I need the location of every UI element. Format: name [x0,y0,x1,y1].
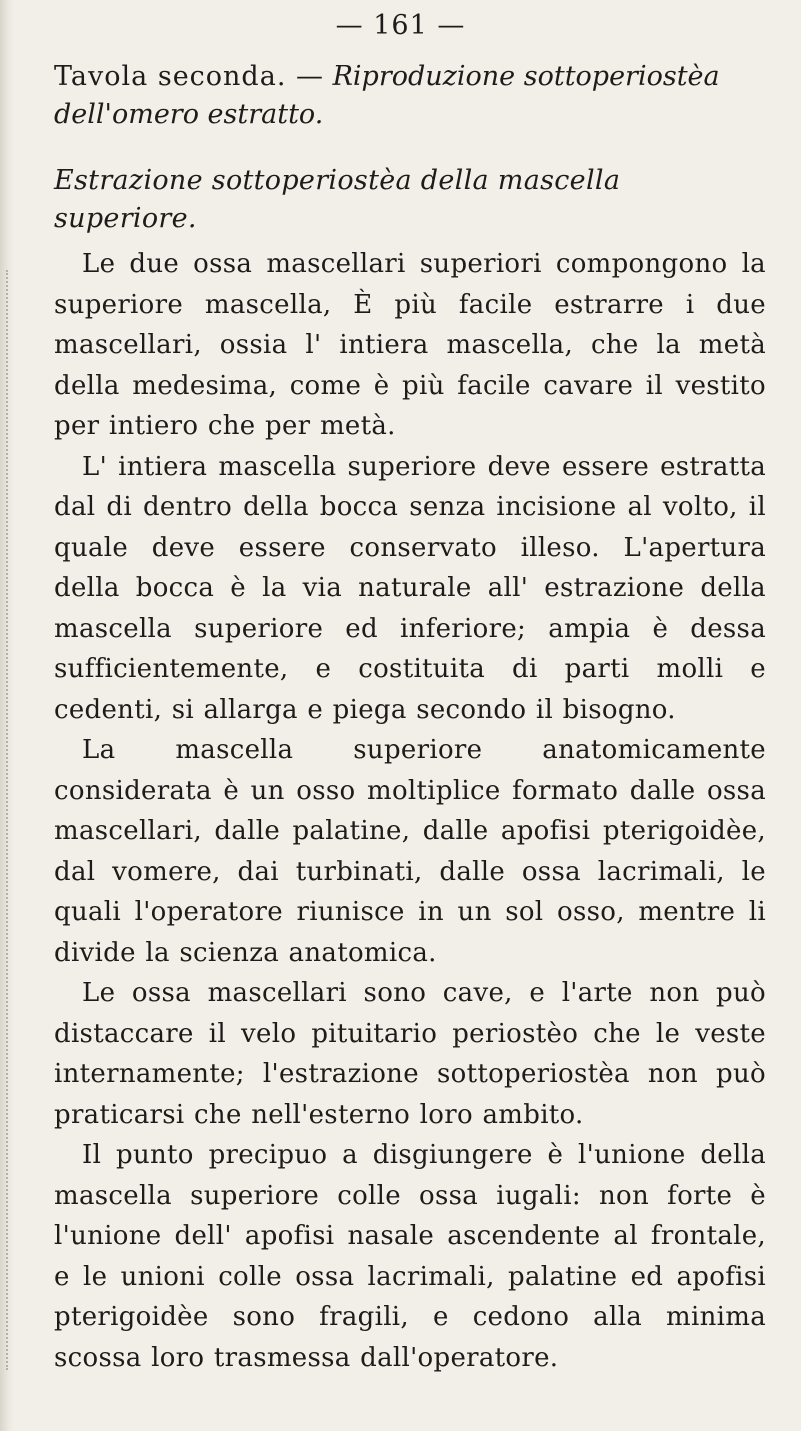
page-number: — 161 — [335,10,466,41]
paragraph: Le due ossa mascellari superiori compongono la superiore mascella, È più facile estrarre i due mascellari, ossia l' intiera mascella, che la metà della medesima, come è più facile cavare il vestito per intiero che per metà. [54,249,766,441]
section-title: Estrazione sottoperiostèa della mascella superiore. [54,165,621,234]
paragraph: L' intiera mascella superiore deve essere estratta dal di dentro della bocca senza incisione al volto, il quale deve essere conservato illeso. L'apertura della bocca è la via naturale all' estrazione della mascella superiore ed inferiore; ampia è dessa sufficientemente, e costituita di parti molli e cedenti, si allarga e piega secondo il bisogno. [54,451,766,725]
paragraph: Le ossa mascellari sono cave, e l'arte non può distaccare il velo pituitario periostèo che le veste internamente; l'estrazione sottoperiostèa non può praticarsi che nell'esterno loro ambito. [54,978,766,1130]
caption-lead: Tavola seconda. — [54,61,324,92]
caption-italic: Riproduzione sottoperiostèa dell'omero estratto. [54,61,720,130]
paragraph: Il punto precipuo a disgiungere è l'unione della mascella superiore colle ossa iugali: non forte è l'unione dell' apofisi nasale ascendente al frontale, e le unioni colle ossa lacrimali, palatine ed apofisi pterigoidèe sono fragili, e cedono alla minima scossa loro trasmessa dall'operatore. [54,1140,766,1373]
figure-caption [54,58,766,134]
body-text [54,244,766,1378]
paragraph: La mascella superiore anatomicamente considerata è un osso moltiplice formato dalle ossa mascellari, dalle palatine, dalle apofisi pterigoidèe, dal vomere, dai turbinati, dalle ossa lacrimali, le quali l'operatore riunisce in un sol osso, mentre li divide la scienza anatomica. [54,735,766,968]
